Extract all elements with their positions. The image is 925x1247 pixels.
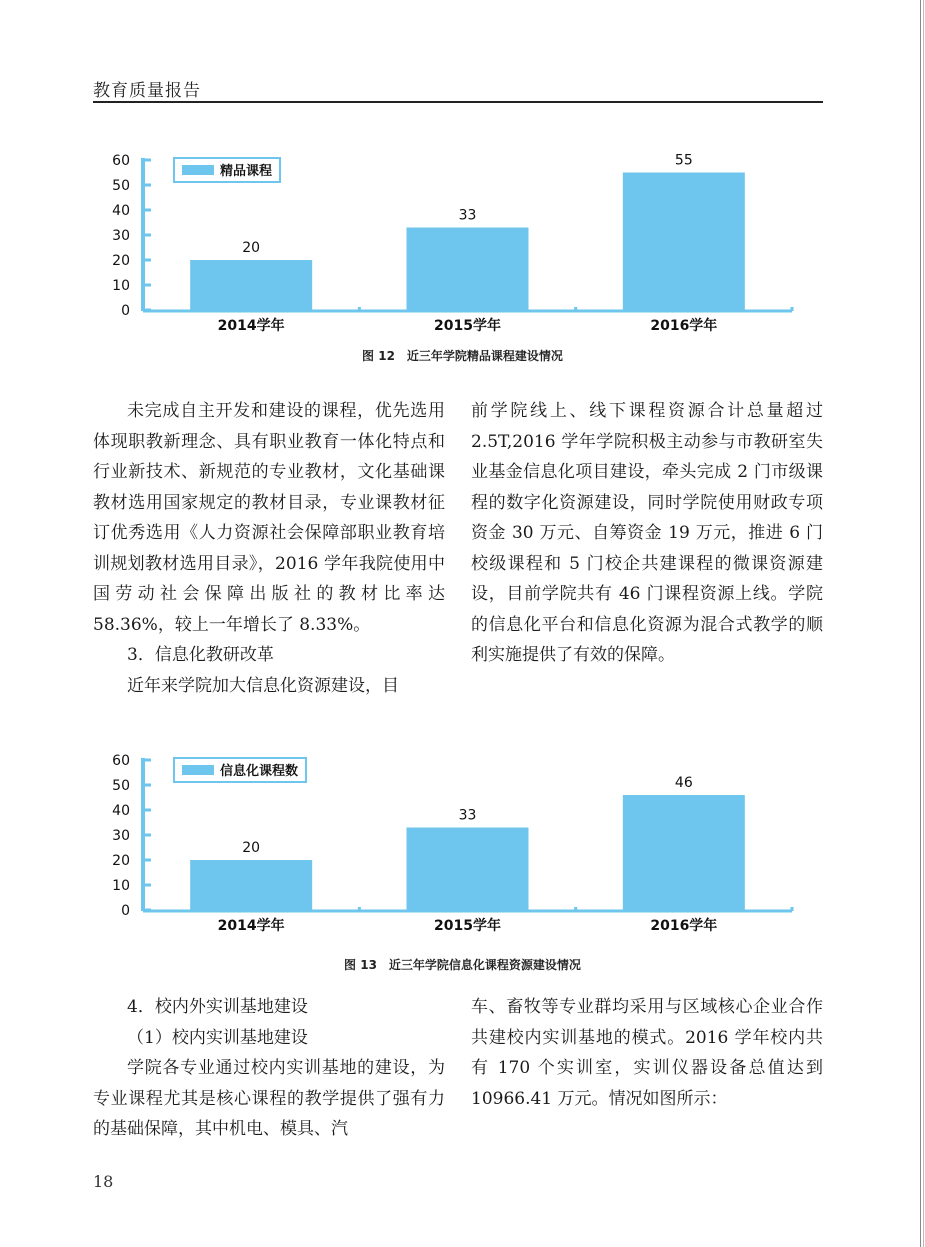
legend-label: 信息化课程数 (220, 764, 299, 779)
page-edge (920, 0, 921, 1247)
y-tick-label: 30 (112, 828, 130, 844)
chart-figure-13 (100, 748, 820, 938)
y-tick-label: 50 (112, 178, 130, 194)
y-tick-label: 50 (112, 778, 130, 794)
chart-figure-12 (100, 148, 820, 338)
bar (623, 173, 745, 311)
y-tick-label: 0 (121, 903, 130, 919)
x-tick-label: 2016学年 (650, 318, 718, 334)
section-heading-3: 3．信息化教研改革 (127, 645, 274, 665)
y-tick-label: 40 (112, 803, 130, 819)
chart-13-svg (100, 748, 820, 938)
x-tick-label: 2015学年 (434, 318, 501, 334)
y-tick-label: 20 (112, 253, 130, 269)
legend-swatch (182, 765, 214, 775)
text-column-left-1 (93, 396, 445, 701)
bar (407, 228, 529, 311)
bar (407, 828, 529, 911)
section-heading-4: 4．校内外实训基地建设 (127, 997, 308, 1017)
legend-label: 精品课程 (220, 164, 273, 179)
paragraph-info-start: 近年来学院加大信息化资源建设，目 (127, 675, 399, 696)
data-label: 33 (458, 207, 477, 224)
figure-12-caption: 图 12 近三年学院精品课程建设情况 (362, 349, 563, 363)
bar (190, 260, 312, 310)
bar (190, 860, 312, 910)
bar (623, 795, 745, 910)
paragraph-textbooks: 未完成自主开发和建设的课程，优先选用体现职教新理念、具有职业教育一体化特点和行业新技术、新规范的专业教材，文化基础课教材选用国家规定的教材目录，专业课教材征订优秀选用《人力资源社会保障部职业教育培训规划教材选用目录》，2016 学年我院使用中国劳动社会保障出版社的教材比率达 58.36%，较上一年增长了 8.33%。 (93, 401, 445, 635)
y-tick-label: 10 (112, 878, 130, 894)
page-number: 18 (93, 1172, 114, 1191)
x-tick-label: 2014学年 (217, 918, 285, 934)
text-column-left-2 (93, 992, 445, 1145)
text-column-right-2 (471, 992, 823, 1114)
data-label: 20 (242, 840, 261, 856)
y-tick-label: 40 (112, 203, 130, 219)
data-label: 20 (242, 240, 261, 256)
y-tick-label: 0 (121, 303, 130, 319)
page-edge-inner (923, 0, 924, 1247)
y-tick-label: 20 (112, 853, 130, 869)
x-tick-label: 2015学年 (434, 918, 501, 934)
subsection-heading-1: （1）校内实训基地建设 (127, 1027, 308, 1048)
data-label: 33 (458, 807, 477, 824)
paragraph-training-cont: 车、畜牧等专业群均采用与区域核心企业合作共建校内实训基地的模式。2016 学年校内共有 170 个实训室，实训仪器设备总值达到 10966.41 万元。情况如图所示： (471, 997, 823, 1109)
text-column-right-1 (471, 396, 823, 671)
paragraph-info-cont: 前学院线上、线下课程资源合计总量超过 2.5T,2016 学年学院积极主动参与市教研室失业基金信息化项目建设，牵头完成 2 门市级课程的数字化资源建设，同时学院使用财政专项资金 30 万元、自筹资金 19 万元，推进 6 门校级课程和 5 门校企共建课程的微课资源建设，目前学院共有 46 门课程资源上线。学院的信息化平台和信息化资源为混合式教学的顺利实施提供了有效的保障。 (471, 401, 823, 665)
header-rule (93, 101, 823, 103)
chart-12-svg (100, 148, 820, 338)
y-tick-label: 10 (112, 278, 130, 294)
figure-13-caption: 图 13 近三年学院信息化课程资源建设情况 (344, 958, 581, 972)
y-tick-label: 60 (112, 153, 130, 169)
legend-swatch (182, 165, 214, 175)
y-tick-label: 30 (112, 228, 130, 244)
paragraph-training-base: 学院各专业通过校内实训基地的建设，为专业课程尤其是核心课程的教学提供了强有力的基础保障，其中机电、模具、汽 (93, 1058, 445, 1139)
running-header: 教育质量报告 (93, 81, 201, 101)
x-tick-label: 2016学年 (650, 918, 718, 934)
data-label: 46 (674, 775, 693, 791)
data-label: 55 (674, 152, 693, 169)
y-tick-label: 60 (112, 753, 130, 769)
x-tick-label: 2014学年 (217, 318, 285, 334)
